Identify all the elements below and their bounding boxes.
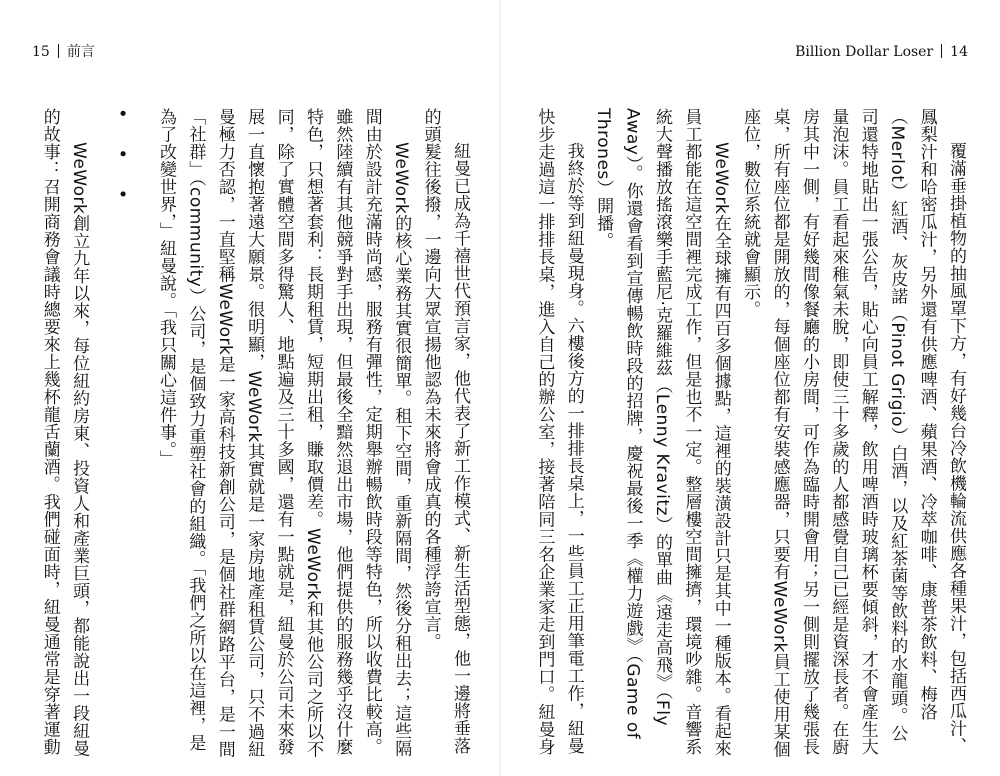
body-paragraph: WeWork創立九年以來，每位紐約房東、投資人和產業巨頭，都能說出一段紐曼的故事：召開商務會議時總要來上幾杯龍舌蘭酒。我們碰面時，紐曼通常是穿著運動 [39,108,90,757]
body-paragraph: 我終於等到紐曼現身。六樓後方的一排排長桌上，一些員工正用筆電工作，紐曼快步走過這一排排長桌，進入自己的辦公室，接著陪同三名企業家走到門口。紐曼身 [534,108,584,756]
left-page [34,108,474,768]
left-page-number: 15 [32,44,50,60]
section-break: • • • [111,108,133,212]
page-gutter [499,0,501,776]
body-paragraph: WeWork的核心業務其實很簡單。租下空間，重新隔間，然後分租出去；這些隔間由於設計充滿時尚感，服務有彈性，定期舉辦暢飲時段等特色，所以收費比較高。雖然陸續有其他競爭對手出現，但最後全黯然退出市場，他們提供的服務幾乎沒什麼特色，只想著套利：長期租賃，短期出租，賺取價差。WeWork和其他公司之所以不同，除了實體空間多得驚人、地點遍及三十多國，還有一點就是，紐曼於公司未來發展一直懷抱著遠大願景。很明顯，WeWork其實就是一家房地產租賃公司，只不過紐曼極力否認，一直堅稱WeWork是一家高科技新創公司，是個社群網路平台，是一間「社群」（community）公司，是個致力重塑社會的組織。「我們之所以在這裡，是為了改變世界，」紐曼說。「我只關心這件事。」 [155,108,412,758]
right-page [530,108,970,768]
header-divider [58,44,59,58]
left-header-title: 前言 [66,44,95,60]
right-header-title: Billion Dollar Loser [795,44,934,60]
body-paragraph: 紐曼已成為千禧世代預言家，他代表了新工作模式、新生活型態，他一邊將垂落的頭髮往後撥，一邊向大眾宣揚他認為未來將會成真的各種浮誇宣言。 [420,108,470,755]
body-paragraph: WeWork在全球擁有四百多個據點，這裡的裝潢設計只是其中一種版本。看起來員工都能在這空間裡完成工作，但是也不一定。整層樓空間擁擠，環境吵雜。音響系統大聲播放搖滾樂手藍尼·克羅維茲（Lenny Kravitz）的單曲《遠走高飛》（Fly Away）。你還會看到宣傳暢飲時段的招牌，慶祝最後一季《權力遊戲》（Game of Thrones）開播。 [593,108,731,757]
left-page-body [34,108,474,758]
right-page-body [530,108,970,758]
left-running-header [32,44,95,60]
body-paragraph: 覆滿垂掛植物的抽風罩下方，有好幾台冷飲機輪流供應各種果汁，包括西瓜汁、鳳梨汁和哈密瓜汁，另外還有供應啤酒、蘋果酒、冷萃咖啡、康普茶飲料、梅洛（Merlot）紅酒、灰皮諾（Pinot Grigio）白酒，以及紅茶菌等飲料的水龍頭。公司還特地貼出一張公告，貼心向員工解釋，飲用啤酒時玻璃杯要傾斜，才不會產生大量泡沫。員工看起來稚氣未脫，即使三十多歲的人都感覺自己已經是資深長者。在廚房其中一側，有好幾間像餐廳的小房間，可作為臨時開會用；另一側則擺放了幾張長桌，所有座位都是開放的，每個座位都有安裝感應器，只要有WeWork員工使用某個座位，數位系統就會顯示。 [740,108,966,758]
right-page-number: 14 [950,44,968,60]
right-running-header [795,44,968,60]
header-divider [941,44,942,58]
